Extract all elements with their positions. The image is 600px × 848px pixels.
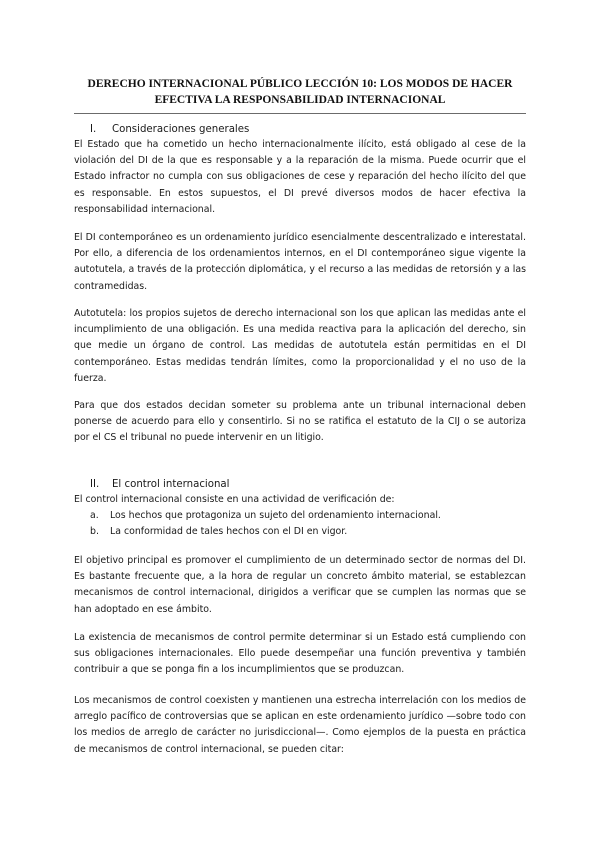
paragraph: Para que dos estados decidan someter su problema ante un tribunal internacional deben ponerse de acuerdo para ello y consentirlo. Si no se ratifica el estatuto de la CIJ o se autoriza por el CS el tribunal no puede intervenir en un litigio.: [74, 400, 526, 444]
list-marker: a.: [90, 510, 99, 521]
paragraph: El objetivo principal es promover el cumplimiento de un determinado sector de normas del DI. Es bastante frecuente que, a la hora de regular un concreto ámbito material, se establezcan mecanismos de control internacional, dirigidos a verificar que se cumplen las normas que se han adoptado en ese ámbito.: [74, 555, 526, 615]
list-item: [90, 524, 526, 540]
paragraph: El control internacional consiste en una actividad de verificación de:: [74, 494, 395, 505]
section-number: II.: [90, 479, 100, 490]
section-heading-2: [90, 477, 230, 493]
section-heading-text: Consideraciones generales: [112, 124, 250, 135]
paragraph: La existencia de mecanismos de control permite determinar si un Estado está cumpliendo con sus obligaciones internacionales. Ello puede desempeñar una función preventiva y también contribuir a que se ponga fin a los incumplimientos que se produzcan.: [74, 632, 526, 676]
paragraph: Autotutela: los propios sujetos de derecho internacional son los que aplican las medidas ante el incumplimiento de una obligación. Es una medida reactiva para la aplicación del derecho, sin que medie un órgano de control. Las medidas de autotutela están permitidas en el DI contemporáneo. Estas medidas tendrán límites, como la proporcionalidad y el no uso de la fuerza.: [74, 308, 526, 384]
paragraph: El Estado que ha cometido un hecho internacionalmente ilícito, está obligado al cese de la violación del DI de la que es responsable y a la reparación de la misma. Puede ocurrir que el Estado infractor no cumpla con sus obligaciones de cese y reparación del hecho ilícito del que es responsable. En estos supuestos, el DI prevé diversos modos de hacer efectiva la responsabilidad internacional.: [74, 139, 526, 215]
section-heading-1: [90, 122, 249, 138]
document-title: DERECHO INTERNACIONAL PÚBLICO LECCIÓN 10: LOS MODOS DE HACER EFECTIVA LA RESPONSABILIDAD INTERNACIONAL: [87, 78, 513, 106]
section-heading-text: El control internacional: [112, 479, 230, 490]
list-item-text: La conformidad de tales hechos con el DI en vigor.: [110, 526, 348, 538]
list-item: [90, 508, 526, 524]
paragraph: Los mecanismos de control coexisten y mantienen una estrecha interrelación con los medios de arreglo pacífico de controversias que se aplican en este ordenamiento jurídico —sobre todo con los medios de arreglo de carácter no jurisdiccional—. Como ejemplos de la puesta en práctica de mecanismos de control internacional, se pueden citar:: [74, 695, 526, 755]
criteria-list: [90, 508, 526, 540]
list-item-text: Los hechos que protagoniza un sujeto del ordenamiento internacional.: [110, 510, 441, 521]
section-number: I.: [90, 124, 97, 135]
list-marker: b.: [90, 526, 99, 538]
paragraph: El DI contemporáneo es un ordenamiento jurídico esencialmente descentralizado e interestatal. Por ello, a diferencia de los ordenamientos internos, en el DI contemporáneo sigue vigente la autotutela, a través de la protección diplomática, y el recurso a las medidas de retorsión y a las contramedidas.: [74, 232, 526, 292]
title-divider: [74, 113, 526, 114]
